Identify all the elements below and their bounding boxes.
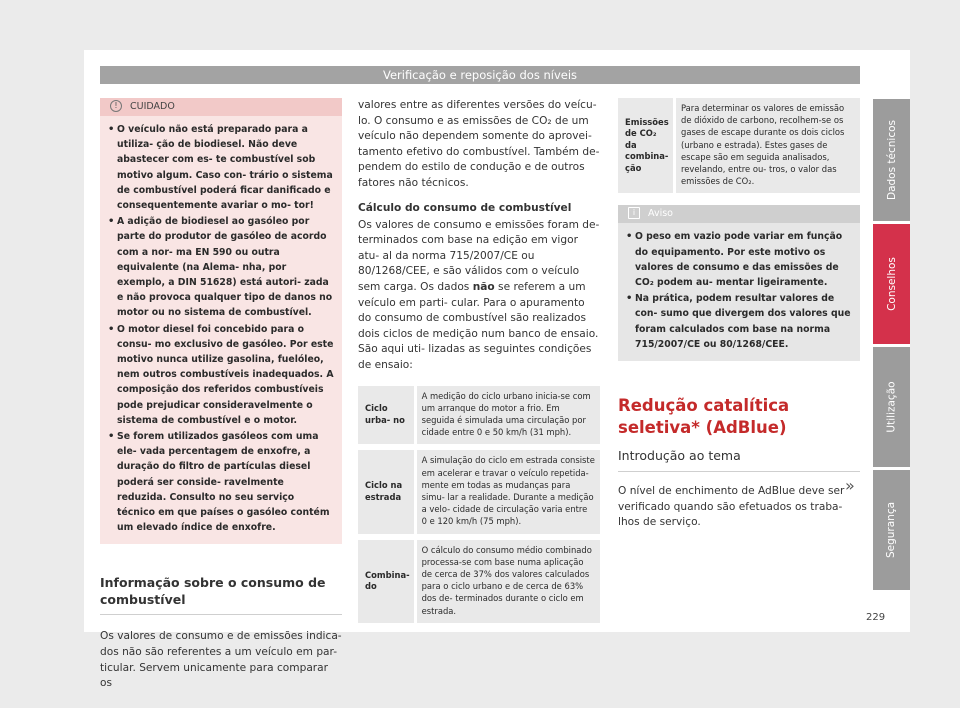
tab-label: Utilização: [885, 381, 898, 433]
notice-box: [618, 205, 860, 361]
page-number: 229: [866, 612, 886, 623]
calc-text-a: Os valores de consumo e emissões foram de- terminados com base na edição em vigor atu- al da norma 715/2007/CE ou 80/1268/CEE, e são válidos com o veículo sem carga. Os dados: [358, 218, 600, 293]
table-row: [358, 447, 600, 536]
column-right: [618, 98, 860, 539]
consumo-section-title: Informação sobre o consumo de combustível: [100, 574, 342, 615]
table-row: [358, 537, 600, 626]
tab-label: Dados técnicos: [885, 119, 898, 201]
info-circle-icon: !: [110, 100, 122, 112]
notice-item: • O peso em vazio pode variar em função do equipamento. Por este motivo os valores de consumo e das emissões de CO₂ podem au- mentar ligeiramente.: [626, 229, 852, 290]
caution-title: CUIDADO: [130, 101, 175, 112]
emissions-text: Para determinar os valores de emissão de dióxido de carbono, recolhem-se os gases de escape durante os dois ciclos (urbano e estrada). Estes gases de escape são em seguida analisados, revelando, entre ou- tros, o valor das emissões de CO₂.: [675, 98, 861, 196]
tab-seguranca[interactable]: [873, 470, 910, 590]
consumo-paragraph-cont: valores entre as diferentes versões do veícu- lo. O consumo e as emissões de CO₂ de um veículo não dependem somente do aprovei- tamento efetivo do combustível. Também de- pendem do estilo de condução e de outros fatores não técnicos.: [358, 99, 600, 189]
notice-body: [618, 223, 860, 361]
tab-label: Conselhos: [885, 257, 898, 311]
tab-dados-tecnicos[interactable]: [873, 99, 910, 221]
calc-text-bold: não: [472, 280, 495, 293]
note-icon: i: [628, 207, 640, 219]
consumo-paragraph: Os valores de consumo e de emissões indica- dos não são referentes a um veículo em par- ticular. Servem unicamente para comparar os: [100, 630, 342, 690]
continue-chevron-icon: »: [845, 476, 855, 495]
cycle-text: O cálculo do consumo médio combinado processa-se com base numa aplicação de cerca de 37% dos valores calculados para o ciclo urbano e de cerca de 63% dos de- terminados durante o ciclo em estrada.: [415, 537, 600, 626]
calc-text-b: se referem a um veículo em parti- cular. Para o apuramento do consumo de combustível são realizados dois ciclos de medição num banco de ensaio. São aqui uti- lizadas as seguintes condições de ensaio:: [358, 280, 599, 371]
emissions-table: [618, 98, 860, 199]
cycle-label: Ciclo na estrada: [358, 447, 415, 536]
caution-body: [100, 116, 342, 544]
caution-box: [100, 98, 342, 544]
calc-paragraph: [358, 218, 600, 374]
caution-item: • O veículo não está preparado para a utiliza- ção de biodiesel. Não deve abastecer com es- te combustível sob motivo algum. Caso con- trário o sistema de combustível poderá ficar danificado e consequentemente avariar o mo- tor!: [108, 122, 334, 213]
calc-subheading: Cálculo do consumo de combustível: [358, 201, 572, 214]
notice-header: [618, 205, 860, 223]
table-row: [618, 98, 860, 196]
cycle-text: A medição do ciclo urbano inicia-se com um arranque do motor a frio. Em seguida é simulada uma circulação por cidade entre 0 e 50 km/h (31 mph).: [415, 386, 600, 448]
tab-conselhos[interactable]: [873, 224, 910, 344]
caution-item: • O motor diesel foi concebido para o consu- mo exclusivo de gasóleo. Por este motivo nunca utilize gasolina, fuelóleo, nem outros combustíveis inadequados. A composição dos referidos combustíveis pode prejudicar consideravelmente o sistema de combustível e o motor.: [108, 322, 334, 428]
tab-label: Segurança: [885, 501, 898, 559]
cycle-label: Ciclo urba- no: [358, 386, 415, 448]
caution-item: • Se forem utilizados gasóleos com uma ele- vada percentagem de enxofre, a duração do filtro de partículas diesel poderá ser conside- ravelmente reduzida. Consulto no seu serviço técnico em que países o gasóleo contém um elevado índice de enxofre.: [108, 429, 334, 535]
page-header: Verificação e reposição dos níveis: [100, 66, 860, 84]
table-row: [358, 386, 600, 448]
notice-title: Aviso: [648, 208, 673, 220]
tab-utilizacao[interactable]: [873, 347, 910, 467]
emissions-label: Emissões de CO₂ da combina- ção: [618, 98, 675, 196]
adblue-title: Redução catalítica seletiva* (AdBlue): [618, 396, 790, 438]
cycles-table: [358, 386, 600, 629]
caution-header: [100, 98, 342, 116]
column-left: [100, 98, 342, 700]
cycle-label: Combina- do: [358, 537, 415, 626]
adblue-intro-heading: Introdução ao tema: [618, 447, 860, 472]
column-middle: [358, 98, 600, 629]
cycle-text: A simulação do ciclo em estrada consiste em acelerar e travar o veículo repetida- mente em todas as mudanças para simu- lar a realidade. Durante a medição a velo- cidade de circulação varia entre 0 e 120 km/h (75 mph).: [415, 447, 600, 536]
notice-item: • Na prática, podem resultar valores de con- sumo que divergem dos valores que foram calculados com base na norma 715/2007/CE ou 80/1268/CEE.: [626, 291, 852, 352]
caution-item: • A adição de biodiesel ao gasóleo por parte do produtor de gasóleo de acordo com a nor- ma EN 590 ou outra equivalente (na Alema- nha, por exemplo, a DIN 51628) está autori- zada e não provoca qualquer tipo de danos no motor ou no sistema de combustível.: [108, 214, 334, 320]
adblue-paragraph: O nível de enchimento de AdBlue deve ser verificado quando são efetuados os traba- lhos de serviço.: [618, 485, 845, 529]
